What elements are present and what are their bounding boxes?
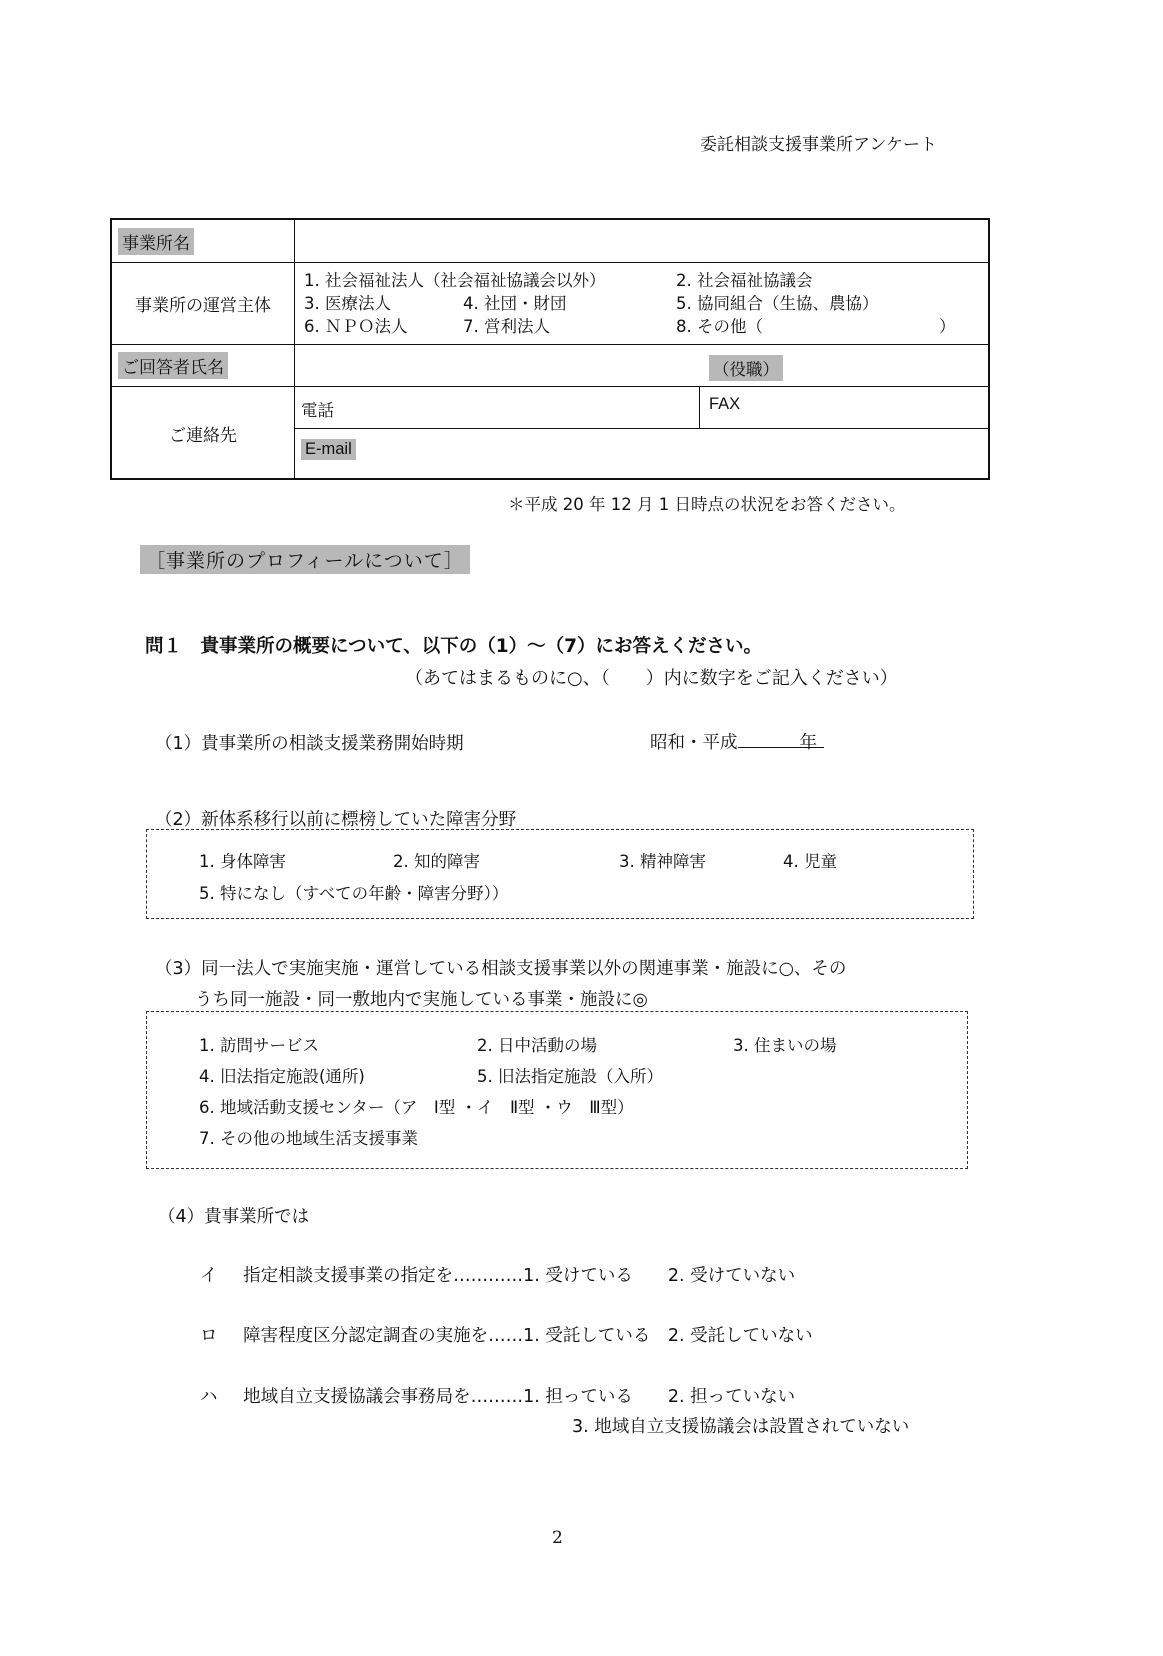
- related-service-option[interactable]: 5. 旧法指定施設（入所）: [477, 1067, 663, 1086]
- disability-option[interactable]: 2. 知的障害: [393, 852, 480, 871]
- item-text[interactable]: 指定相談支援事業の指定を…………1. 受けている 2. 受けていない: [243, 1266, 796, 1286]
- facility-name-row: [112, 220, 988, 263]
- reference-date-note: ＊平成 20 年 12 月 1 日時点の状況をお答ください。: [508, 495, 906, 514]
- page-number: 2: [552, 1528, 563, 1548]
- q1-4-label: （4）貴事業所では: [158, 1207, 310, 1227]
- operator-option[interactable]: 8. その他（: [676, 317, 763, 336]
- operator-label: 事業所の運営主体: [112, 263, 295, 344]
- phone-label: 電話: [301, 401, 334, 420]
- fax-label: FAX: [709, 395, 741, 413]
- operator-row: [112, 263, 988, 345]
- item-text[interactable]: 地域自立支援協議会事務局を………1. 担っている 2. 担っていない: [243, 1387, 796, 1407]
- q1-2-options-box: [146, 829, 974, 919]
- q1-1-answer: [650, 729, 817, 754]
- operator-option[interactable]: 3. 医療法人: [304, 294, 391, 313]
- operator-option[interactable]: 2. 社会福祉協議会: [676, 271, 813, 290]
- related-service-option[interactable]: 1. 訪問サービス: [199, 1036, 319, 1055]
- related-service-option[interactable]: 3. 住まいの場: [733, 1036, 837, 1055]
- q1-2-label: （2）新体系移行以前に標榜していた障害分野: [155, 810, 517, 830]
- contact-row: [112, 387, 988, 479]
- item-marker: ロ: [200, 1326, 218, 1346]
- era-label: 昭和・平成: [650, 733, 738, 753]
- item-marker: イ: [200, 1266, 218, 1286]
- question-1-title: 問１ 貴事業所の概要について、以下の（1）～（7）にお答えください。: [145, 636, 763, 657]
- q1-4-item: [200, 1322, 813, 1347]
- respondent-label: ご回答者氏名: [118, 352, 228, 379]
- q1-4-item: [200, 1262, 795, 1287]
- facility-info-table: [110, 218, 990, 480]
- question-1-instruction: （あてはまるものに○、（ ）内に数字をご記入ください）: [405, 668, 898, 689]
- q1-4-item: [200, 1383, 795, 1408]
- related-service-option[interactable]: 7. その他の地域生活支援事業: [199, 1129, 418, 1148]
- item-text[interactable]: 障害程度区分認定調査の実施を……1. 受託している 2. 受託していない: [243, 1326, 813, 1346]
- related-service-option[interactable]: 4. 旧法指定施設(通所): [199, 1067, 365, 1086]
- operator-option[interactable]: 7. 営利法人: [463, 317, 550, 336]
- related-service-option[interactable]: 6. 地域活動支援センター（ア Ⅰ型 ・イ Ⅱ型 ・ウ Ⅲ型）: [199, 1098, 634, 1117]
- operator-option[interactable]: 5. 協同組合（生協、農協）: [676, 294, 879, 313]
- related-service-option[interactable]: 2. 日中活動の場: [477, 1036, 597, 1055]
- q1-3-label-line1: （3）同一法人で実施実施・運営している相談支援事業以外の関連事業・施設に○、その: [155, 959, 847, 979]
- operator-other-close: ）: [939, 317, 956, 336]
- item-marker: ハ: [200, 1387, 218, 1407]
- contact-label: ご連絡先: [112, 387, 295, 479]
- document-title: 委託相談支援事業所アンケート: [700, 135, 937, 155]
- position-label: （役職）: [709, 355, 783, 381]
- q1-3-label-line2: うち同一施設・同一敷地内で実施している事業・施設に◎: [195, 990, 648, 1010]
- operator-options: [295, 263, 988, 344]
- year-suffix: 年: [799, 733, 817, 753]
- disability-option[interactable]: 5. 特になし（すべての年齢・障害分野））: [199, 884, 509, 903]
- q1-4-extra-option[interactable]: 3. 地域自立支援協議会は設置されていない: [572, 1417, 910, 1437]
- respondent-name-field[interactable]: [295, 345, 988, 386]
- section-heading: ［事業所のプロフィールについて］: [140, 545, 470, 574]
- disability-option[interactable]: 3. 精神障害: [619, 852, 706, 871]
- operator-option[interactable]: 6. ＮＰＯ法人: [304, 317, 408, 336]
- respondent-row: [112, 345, 988, 387]
- disability-option[interactable]: 4. 児童: [783, 852, 837, 871]
- operator-option[interactable]: 1. 社会福祉法人（社会福祉協議会以外）: [304, 271, 606, 290]
- operator-option[interactable]: 4. 社団・財団: [463, 294, 567, 313]
- q1-3-options-box: [146, 1011, 968, 1169]
- facility-name-field[interactable]: [295, 220, 988, 262]
- q1-1-label: （1）貴事業所の相談支援業務開始時期: [155, 734, 464, 754]
- disability-option[interactable]: 1. 身体障害: [199, 852, 286, 871]
- facility-name-label: 事業所名: [118, 228, 194, 255]
- email-label: E-mail: [301, 439, 356, 460]
